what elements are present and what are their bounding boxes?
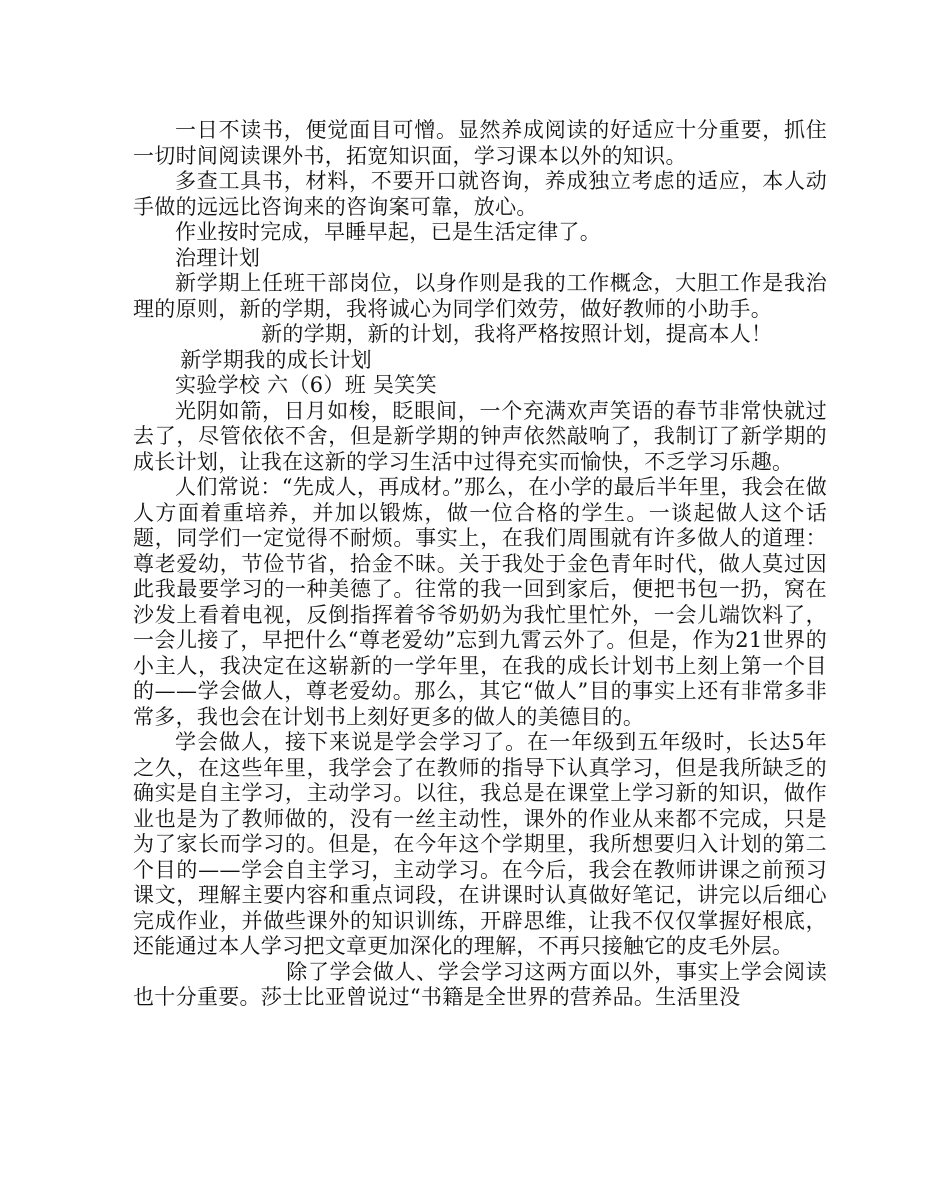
paragraph-5: 新学期上任班干部岗位，以身作则是我的工作概念，大胆工作是我治理的原则，新的学期，我将诚心为同学们效劳，做好教师的小助手。 (133, 271, 827, 321)
article-title: 新学期我的成长计划 (180, 347, 372, 372)
paragraph-3: 作业按时完成，早睡早起，已是生活定律了。 (175, 220, 601, 244)
paragraph-10: 人们常说：“先成人，再成材。”那么，在小学的最后半年里，我会在做人方面着重培养，并加以锻炼，做一位合格的学生。一谈起做人这个话题，同学们一定觉得不耐烦。事实上，在我们周围就有许多做人的道理：尊老爱幼，节俭节省，拾金不昧。关于我处于金色青年时代，做人莫过因此我最要学习的一种美德了。往常的我一回到家后，便把书包一扔，窝在沙发上看着电视，反倒指挥着爷爷奶奶为我忙里忙外，一会儿端饮料了，一会儿接了，早把什么“尊老爱幼”忘到九霄云外了。但是，作为21世界的小主人，我决定在这崭新的一学年里，在我的成长计划书上刻上第一个目的——学会做人，尊老爱幼。那么，其它“做人”目的事实上还有非常多非常多，我也会在计划书上刻好更多的做人的美德目的。 (133, 475, 827, 729)
section-heading-management-plan: 治理计划 (175, 245, 261, 270)
article-author: 实验学校 六（6）班 吴笑笑 (175, 373, 437, 397)
paragraph-closing-line: 新的学期，新的计划，我将严格按照计划，提高本人！ (261, 322, 773, 346)
paragraph-1: 一日不读书，便觉面目可憎。显然养成阅读的好适应十分重要，抓住一切时间阅读课外书，拓宽知识面，学习课本以外的知识。 (133, 118, 827, 168)
paragraph-9: 光阴如箭，日月如梭，眨眼间，一个充满欢声笑语的春节非常快就过去了，尽管依依不舍，但是新学期的钟声依然敲响了，我制订了新学期的成长计划，让我在这新的学习生活中过得充实而愉快，不乏学习乐趣。 (133, 398, 827, 474)
paragraph-2: 多查工具书，材料，不要开口就咨询，养成独立考虑的适应，本人动手做的远远比咨询来的咨询案可靠，放心。 (133, 169, 827, 219)
document-page (133, 118, 827, 1011)
paragraph-11: 学会做人，接下来说是学会学习了。在一年级到五年级时，长达5年之久，在这些年里，我学会了在教师的指导下认真学习，但是我所缺乏的确实是自主学习，主动学习。以往，我总是在课堂上学习新的知识，做作业也是为了教师做的，没有一丝主动性，课外的作业从来都不完成，只是为了家长而学习的。但是，在今年这个学期里，我所想要归入计划的第二个目的——学会自主学习，主动学习。在今后，我会在教师讲课之前预习课文，理解主要内容和重点词段，在讲课时认真做好笔记，讲完以后细心完成作业，并做些课外的知识训练，开辟思维，让我不仅仅掌握好根底，还能通过本人学习把文章更加深化的理解，不再只接触它的皮毛外层。 (133, 730, 827, 958)
paragraph-12: 除了学会做人、学会学习这两方面以外，事实上学会阅读也十分重要。莎士比亚曾说过“书籍是全世界的营养品。生活里没 (133, 959, 827, 1009)
